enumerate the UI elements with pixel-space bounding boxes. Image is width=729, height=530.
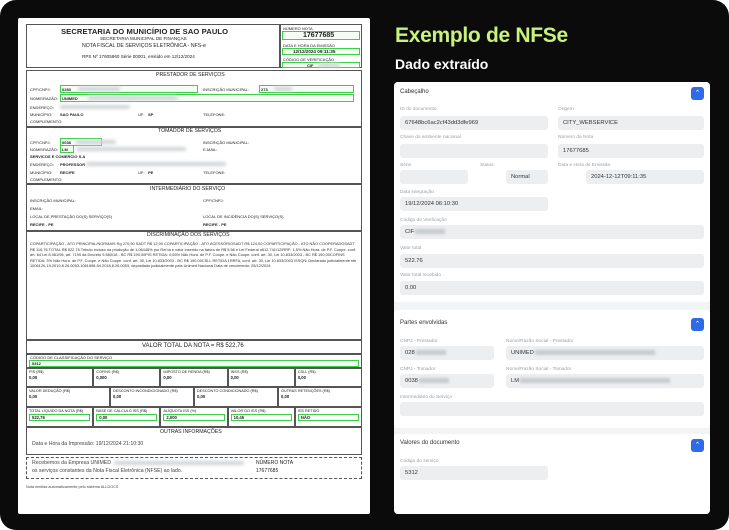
nome-tomador-field[interactable] [506,374,704,388]
nfse-document [18,18,370,514]
nome-prestador-field[interactable] [506,346,704,360]
outras-info-title: OUTRAS INFORMAÇÕES [160,429,222,435]
tax-cell-label: IMPOSTO DE RENDA (R$) [163,370,210,374]
page-title: Exemplo de NFSe [395,24,568,47]
tax-cell [160,368,227,387]
tax-cell [228,407,295,427]
valor-total-field[interactable]: 522.76 [400,254,704,268]
footer-note: Nota emitida automaticamente pelo sistema ALLDOCS [26,485,119,489]
intermediario-title: INTERMEDIÁRIO DO SERVIÇO [150,186,226,192]
prestador-tel-label: TELEFONE: [203,112,226,117]
prestador-compl-label: COMPLEMENTO: [30,119,63,124]
tax-cell-label: COFINS (R$) [96,370,119,374]
cod-verif-panel-label: Código de Verificação [400,218,447,223]
intermediario-cpf-label: CPF/CNPJ: [203,198,224,203]
intermediario-email-label: EMAIL: [30,206,44,211]
tax-cell-value: NÃO [298,414,359,421]
tax-cell-value: 10,45 [231,414,292,421]
cod-servico-label: CÓDIGO DE CLASSIFICAÇÃO DO SERVIÇO [30,355,113,360]
recebemos-text-2: os serviços constantes da Nota Fiscal Eletrônica (NFSE) ao lado. [32,468,183,474]
cnpj-prestador-label: CNPJ - Prestador [400,339,438,344]
serie-label: Série [400,163,412,168]
nome-prestador-label: Nome/Razão Social - Prestador [506,339,574,344]
tomador-end-value: PROFESSOR [60,162,86,167]
redacted-mark [76,147,186,151]
tomador-insc-label: INSCRIÇÃO MUNICIPAL: [203,140,249,145]
tax-cell-label: DESCONTO CONDICIONADO (R$) [197,389,258,393]
valor-receb-field[interactable]: 0.00 [400,281,704,295]
impressao-info: Data e Hora da Impressão: 19/12/2024 21:10:30 [32,441,144,447]
receipt-numero-value: 17677685 [256,468,279,474]
tomador-uf-value: PE [148,170,154,175]
cnpj-tomador-field[interactable] [400,374,494,388]
partes-title: Partes envolvidas [400,320,448,326]
id-doc-field[interactable]: 67648bc6ac2cf43dd3dfe969 [400,116,548,130]
cod-servico-panel-field[interactable]: 5312 [400,466,548,480]
tax-cell-value: 0,00 [96,414,157,421]
valor-total-label: Valor total [400,246,422,251]
rps-info: RPS Nº 17605960 Série 00001, emitido em 12/12/2024 [82,54,195,59]
redacted-mark [114,461,244,465]
tomador-cpf-value: 0038 [62,140,71,145]
tomador-mun-value: RECIFE [60,170,75,175]
partes-card [394,310,710,428]
cod-verif-label: CÓDIGO DE VERIFICAÇÃO [283,57,335,62]
nome-tomador-value: LM [511,378,520,384]
tax-cell-label: PIS (R$) [29,370,44,374]
chevron-up-icon: ⌃ [694,321,701,328]
tax-cell-label: VALOR DO ISS (R$) [230,409,266,413]
prestador-cpf-value: 0283 [62,87,71,92]
discriminacao-text: COPARTICIPAÇÃO - ATO PRINCIPAL/NORMAIS Rg 270,50 SADT R$ 12,00 COPARTICIPAÇÃO - ATO ACESSÓRIOSADT R$ 124,00 COPARTICIPAÇÃO - ATO NÃO COOPERADOSADT R$ 116,76 TOTAL R$ 522,76 Tributo incluso na produção de 1,06448% por Ref.ta e valor inserido na fatura de R$ 5,56 e Lei Federal n612.741/12IRRF: 1,5% Não Hora. de P.F. Coope. conf. art. 64 Lei 8.981/95, art. 7199 da Decreto 9.580/18 - BC R$ 190,00PIS RETIDA: 0,65% Não Hora. de P.F. Coope. e Não Coope. conf. art. 30, Lei 10.833/2003 - BC R$ 190,00COFINS RETIDA: 3% Não Hora. de P.F. Coope. e Não Coope. conf. art. 30, Lei 10.833/2003 - BC R$ 190,00CSLL RETIDA 1RRFA, conf. art. 30, Lei 10.833/2003 ISSQN: Declarado judicialmente nfe 1006120-19.2019.8.26.0053-1081698-54.2018.8.26.0053, depositado judicialmente pela Unimed Nacional Data de vencimento: 25/12/2024 [30,241,357,269]
tax-row-3 [26,407,362,427]
chave-label: Chave do ambiente nacional [400,135,461,140]
chevron-up-icon: ⌃ [694,442,701,449]
tax-cell [295,368,362,387]
data-hora-label: DATA E HORA DA EMISSÃO [283,43,335,48]
prestador-mun-label: MUNICÍPIO: [30,112,53,117]
doc-type: NOTA FISCAL DE SERVIÇOS ELETRÔNICA - NFS-e [82,43,206,49]
status-field[interactable]: Normal [506,170,548,184]
tax-cell-label: BASE DE CÁLCULO ISS (R$) [96,409,148,413]
prestador-uf-value: SP [148,112,154,117]
tax-row-1 [26,368,362,387]
origem-label: Origem [558,107,574,112]
prestador-nome-label: NOME/RAZÃO: [30,96,59,101]
tax-cell-label: ISS RETIDO [297,409,320,413]
cod-verif-panel-field[interactable] [400,225,704,239]
cod-verif-panel-value: CIF [405,229,415,235]
numero-nota-field[interactable]: 17677685 [558,144,704,158]
tax-cell [194,387,278,407]
collapse-cabecalho-button[interactable] [691,87,704,100]
tax-cell-label: TOTAL LÍQUIDO DA NOTA (R$) [29,409,84,413]
prestador-insc-label: INSCRIÇÃO MUNICIPAL: [203,87,249,92]
tax-cell-label: VALOR DEDUÇÃO (R$) [29,389,71,393]
intermediario-insc-label: INSCRIÇÃO MUNICIPAL: [30,198,76,203]
local-prestacao-label: LOCAL DE PRESTAÇÃO DO(S) SERVIÇO(S) [30,214,112,219]
data-integ-label: Data integração [400,190,434,195]
numero-value: 17677685 [303,32,335,39]
prestador-insc-value: 273 [261,87,268,92]
redacted-mark [535,350,655,355]
prestador-uf-label: UF: [138,112,145,117]
prestador-title: PRESTADOR DE SERVIÇOS [156,72,225,78]
tomador-uf-label: UF: [138,170,145,175]
redacted-mark [78,87,120,91]
redacted-mark [419,378,449,383]
data-hora-value: 12/12/2024 09:11:35 [293,49,336,54]
collapse-partes-button[interactable] [691,318,704,331]
valores-card [394,434,710,514]
local-incidencia-value: RECIFE - PE [203,222,227,227]
id-doc-label: ID do documento [400,107,437,112]
chevron-up-icon: ⌃ [694,90,701,97]
tomador-nome-label: NOME/RAZÃO: [30,147,59,152]
prestador-end-label: ENDEREÇO: [30,105,54,110]
tomador-cpf-label: CPF/CNPJ: [30,140,51,145]
local-incidencia-label: LOCAL DE INCIDÊNCIA DO(S) SERVIÇO(S) [203,214,284,219]
cnpj-prestador-value: 028 [405,350,415,356]
status-label: Status [480,163,494,168]
total-value: VALOR TOTAL DA NOTA = R$ 522,76 [142,343,244,349]
chave-field[interactable] [400,144,548,158]
cod-servico-highlight [29,360,359,367]
cnpj-prestador-field[interactable] [400,346,494,360]
tomador-extra: SERVICOS E COMERCIO S.A [30,154,86,159]
cnpj-tomador-label: CNPJ - Tomador [400,367,436,372]
intermediario-panel-field[interactable] [400,402,704,416]
redacted-mark [60,105,130,109]
collapse-valores-button[interactable] [691,439,704,452]
tax-cell [93,368,160,387]
data-integ-field[interactable]: 19/12/2024 06:10:30 [400,197,548,211]
tax-row-2 [26,387,362,407]
page-subtitle: Dado extraído [395,56,489,72]
numero-label: NÚMERO NOTA [283,26,313,31]
data-emissao-field[interactable]: 2024-12-12T09:11:35 [586,170,704,184]
tax-cell-value: 522,76 [29,414,90,421]
intermediario-panel-label: Intermediário do Serviço [400,395,452,400]
cod-servico-panel-label: Código do serviço [400,459,439,464]
redacted-mark [415,229,445,234]
tomador-end-label: ENDEREÇO: [30,162,54,167]
tax-cell-value: 0,00 [297,375,306,381]
tomador-email-label: E-MAIL: [203,147,218,152]
tax-cell [26,368,93,387]
prestador-cpf-label: CPF/CNPJ: [30,87,51,92]
tax-cell-value: 0,00 [29,375,38,381]
data-emissao-label: Data e Hora de Emissão [558,163,611,168]
tax-cell-label: CSLL (R$) [297,370,316,374]
tomador-tel-label: TELEFONE: [203,170,226,175]
redacted-mark [416,350,446,355]
serie-field[interactable] [400,170,468,184]
tax-cell-value: 2,000 [163,414,224,421]
tax-cell-label: DESCONTO INCONDICIONADO (R$) [113,389,178,393]
tax-cell [26,407,93,427]
valor-receb-label: Valor total recebido [400,273,441,278]
cod-servico-value: 5312 [32,361,41,366]
tax-cell-value: 0,00 [230,375,239,381]
tax-cell-value: 0,00 [29,394,38,400]
tax-cell-value: 0,00 [281,394,290,400]
redacted-mark [76,140,116,144]
tax-cell [228,368,295,387]
cabecalho-card [394,82,710,302]
cnpj-tomador-value: 0038 [405,378,418,384]
redacted-mark [88,96,178,100]
redacted-mark [86,162,226,166]
tax-cell-value: 0,000 [96,375,107,381]
cabecalho-title: Cabeçalho [400,89,429,95]
prestador-mun-value: SAO PAULO [60,112,84,117]
redacted-mark [274,87,292,91]
numero-nota-label: Número da Nota [558,135,594,140]
tomador-mun-label: MUNICÍPIO: [30,170,53,175]
valores-title: Valores do documento [400,440,460,446]
tax-cell-label: ALÍQUOTA ISS (%) [163,409,197,413]
tomador-nome-value: LM [62,147,68,152]
tax-cell [110,387,194,407]
extracted-data-panel [394,82,710,514]
local-prestacao-value: RECIFE - PE [30,222,54,227]
dept-name: SECRETARIA MUNICIPAL DE FINANÇAS [100,36,187,41]
prestador-nome-value: UNIMED [62,96,78,101]
discriminacao-title: DISCRIMINAÇÃO DOS SERVIÇOS [147,232,230,238]
org-name: SECRETARIA DO MUNICÍPIO DE SAO PAULO [61,27,229,36]
tax-cell-value: 0,00 [113,394,122,400]
origem-field[interactable]: CITY_WEBSERVICE [558,116,704,130]
nome-prestador-value: UNIMED [511,350,534,356]
tax-cell [26,387,110,407]
nome-tomador-label: Nome/Razão Social - Tomador [506,367,572,372]
recebemos-text: Recebemos da Empresa UNIMED [32,460,111,466]
tax-cell-value: 0,00 [197,394,206,400]
tax-cell-value: 0,00 [163,375,172,381]
tax-cell-label: OUTRAS RETENÇÕES (R$) [281,389,330,393]
tomador-compl-label: COMPLEMENTO: [30,177,63,182]
cod-verif-value: CIF [307,63,314,68]
tax-cell [278,387,362,407]
redacted-mark [318,63,340,67]
tax-cell [160,407,227,427]
tax-cell [93,407,160,427]
tax-cell-label: INSS (R$) [230,370,248,374]
redacted-mark [520,378,670,383]
receipt-numero-label: NÚMERO NOTA [256,460,294,466]
tomador-title: TOMADOR DE SERVIÇOS [158,128,222,134]
tax-cell [295,407,362,427]
